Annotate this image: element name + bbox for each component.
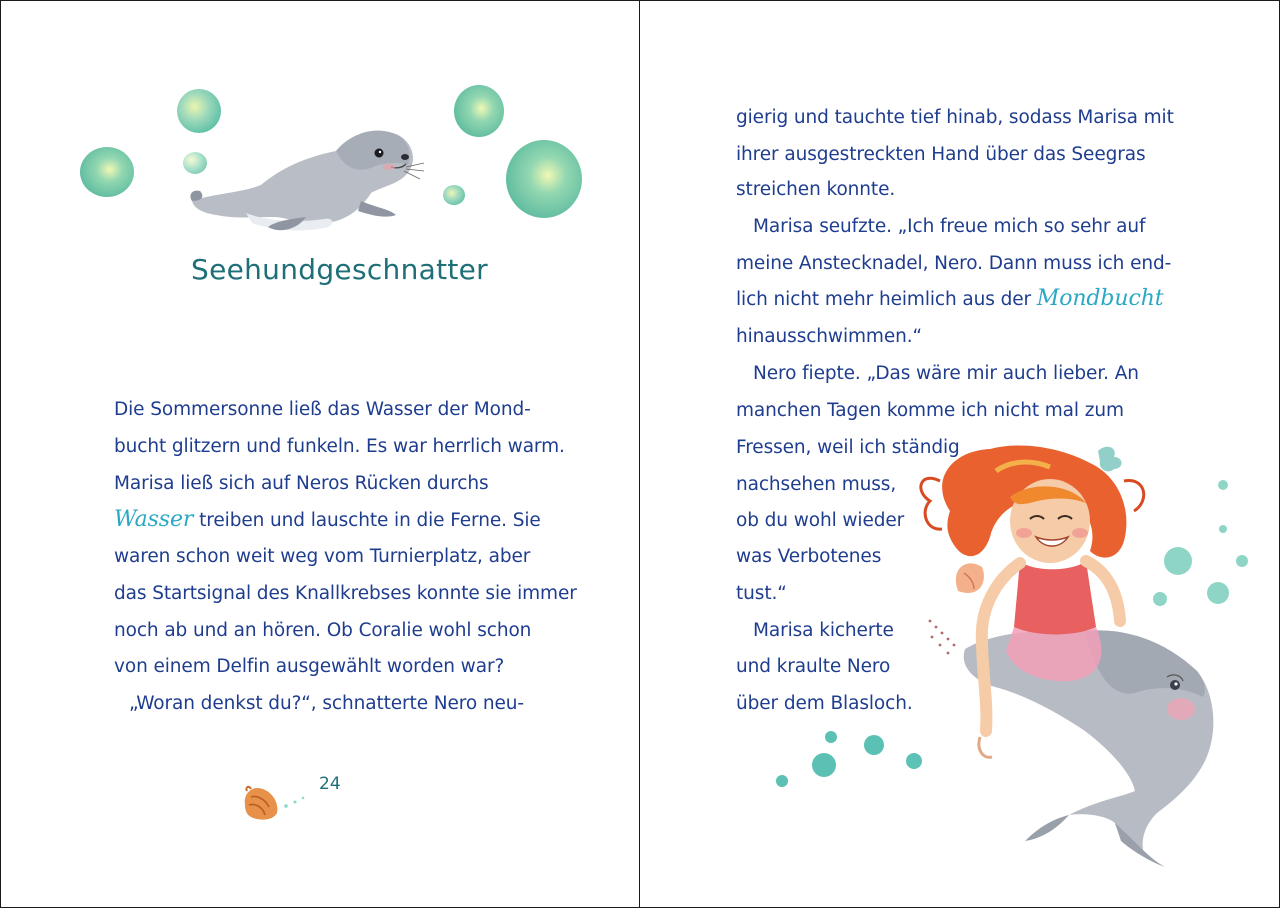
text-line: über dem Blasloch. [736, 693, 913, 714]
text-line [736, 286, 1164, 311]
right-page [640, 1, 1279, 907]
text-line: Die Sommersonne ließ das Wasser der Mond- [114, 399, 531, 420]
text-line: Marisa kicherte [753, 620, 894, 641]
text-line: Nero fiepte. „Das wäre mir auch lieber. An [753, 363, 1139, 384]
text-line: tust.“ [736, 583, 787, 604]
text-line: „Woran denkst du?“, schnatterte Nero neu- [129, 693, 524, 714]
text-line: streichen konnte. [736, 179, 896, 200]
text-line: nachsehen muss, [736, 474, 897, 495]
text-line: bucht glitzern und funkeln. Es war herrlich warm. [114, 436, 565, 457]
text-line: ob du wohl wieder [736, 510, 905, 531]
text-line: waren schon weit weg vom Turnierplatz, aber [114, 546, 531, 567]
text-line: meine Anstecknadel, Nero. Dann muss ich end- [736, 253, 1172, 274]
text-line: manchen Tagen komme ich nicht mal zum [736, 400, 1124, 421]
text-line: und kraulte Nero [736, 656, 891, 677]
bubbles-illustration [760, 471, 1250, 801]
text-line [114, 507, 541, 532]
chapter-title: Seehundgeschnatter [191, 253, 488, 286]
left-page [1, 1, 639, 907]
text-line: ihrer ausgestreckten Hand über das Seegras [736, 144, 1146, 165]
text-line: was Verbotenes [736, 546, 882, 567]
text-line-rest: lich nicht mehr heimlich aus der [736, 289, 1037, 310]
text-line: gierig und tauchte tief hinab, sodass Marisa mit [736, 107, 1174, 128]
highlighted-word: Wasser [114, 507, 194, 532]
text-line: hinausschwimmen.“ [736, 326, 923, 347]
text-line: das Startsignal des Knallkrebses konnte sie immer [114, 583, 577, 604]
text-line: Fressen, weil ich ständig [736, 437, 960, 458]
text-line-rest: treiben und lauschte in die Ferne. Sie [193, 510, 541, 531]
text-line: Marisa seufzte. „Ich freue mich so sehr auf [753, 216, 1146, 237]
page-number: 24 [319, 774, 341, 794]
text-line: noch ab und an hören. Ob Coralie wohl schon [114, 620, 532, 641]
shell-icon [239, 781, 314, 823]
text-line: von einem Delfin ausgewählt worden war? [114, 656, 505, 677]
text-line: Marisa ließ sich auf Neros Rücken durchs [114, 473, 489, 494]
highlighted-word: Mondbucht [1036, 286, 1164, 311]
seal-illustration [186, 123, 426, 233]
